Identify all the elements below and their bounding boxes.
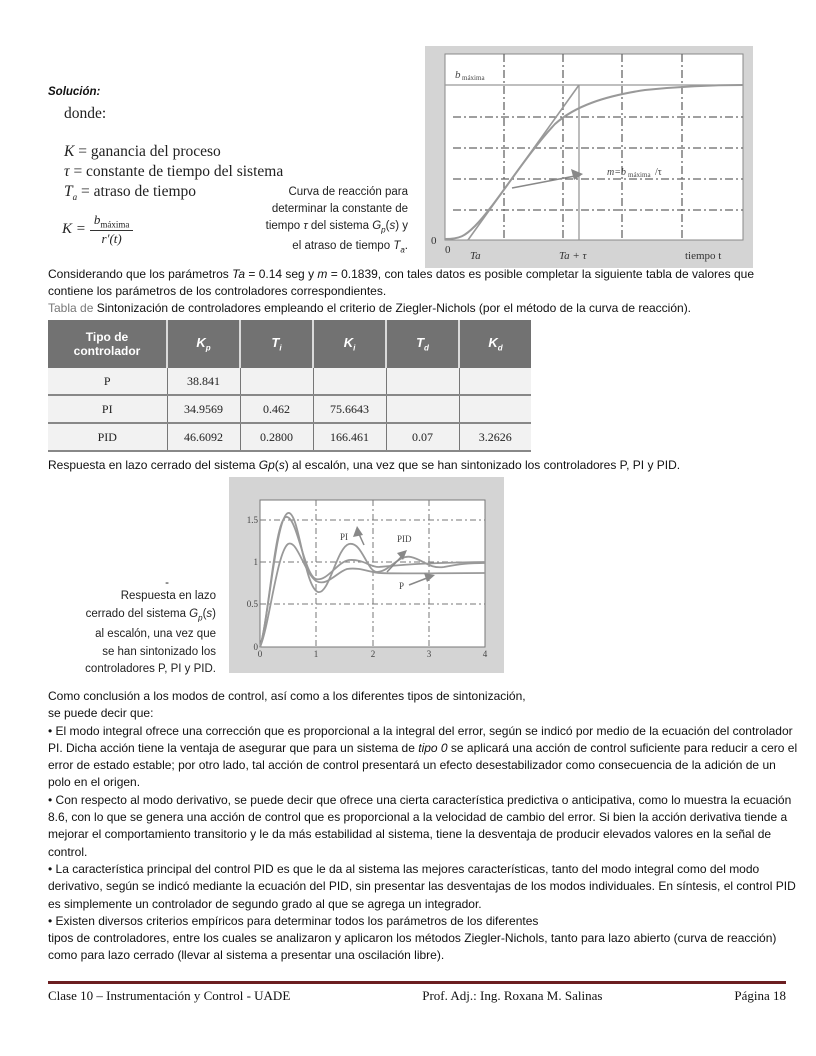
figure2-caption: - Respuesta en lazo cerrado del sistema $G_p(s)$ al escalón, una vez que se han sintonizado los controladores P, PI y PID. <box>85 577 216 676</box>
gain-formula: K = $\frac{b_{máxima}}{r'(t)}$ <box>62 212 133 247</box>
svg-text:PID: PID <box>397 534 412 544</box>
bullet-criteria-line2: tipos de controladores, entre los cuales se analizaron y aplicaron los métodos Ziegler-Nichols, tanto para lazo abierto (curva de reacción) como para lazo cerrado (llevar al sistema a presentar una oscilación libre). <box>48 931 777 963</box>
svg-text:1.5: 1.5 <box>246 515 258 525</box>
header-tipo: Tipo de controlador <box>48 320 167 368</box>
header-ki: $K_i$ <box>313 320 386 368</box>
step-response-figure <box>229 477 504 673</box>
page-footer <box>48 988 786 1004</box>
table-row: PI 34.9569 0.462 75.6643 <box>48 395 531 423</box>
svg-text:PI: PI <box>340 532 349 542</box>
definition-k: K = ganancia del proceso <box>64 143 221 160</box>
bullet-derivative: • Con respecto al modo derivativo, se puede decir que ofrece una cierta característica predictiva o anticipativa, como lo muestra la ecuación 8.6, con lo que se genera una acción de control que es proporcional a la velocidad de cambio del error. Si bien la acción derivativa tiende a mejorar el comportamiento transitorio y le da más estabilidad al sistema, tiene la desventaja de producir elevados valores en la señal de control. <box>48 792 792 859</box>
svg-text:b: b <box>455 69 461 81</box>
reaction-curve-chart <box>425 46 753 268</box>
table-header-row <box>48 320 531 368</box>
conclusion-intro-1: Como conclusión a los modos de control, así como a los diferentes tipos de sintonización, <box>48 689 526 703</box>
footer-rule <box>48 981 786 984</box>
conclusions-section <box>48 688 798 965</box>
footer-professor: Prof. Adj.: Ing. Roxana M. Salinas <box>422 988 603 1003</box>
bullet-pid: • La característica principal del control PID es que le da al sistema las mejores características, tanto del modo integral como del modo derivativo, según se indicó mediante la ecuación del PID, sin presentar las desventajas de los modos individuales. En síntesis, el control PID es simplemente un controlador de segundo grado al que se agrega un integrador. <box>48 861 796 911</box>
svg-text:2: 2 <box>370 649 376 659</box>
header-ti: $T_i$ <box>240 320 313 368</box>
svg-text:tiempo t: tiempo t <box>685 250 722 262</box>
header-kd: $K_d$ <box>459 320 531 368</box>
svg-text:Ta + τ: Ta + τ <box>559 250 587 262</box>
svg-text:Ta: Ta <box>470 250 481 262</box>
header-kp: $K_p$ <box>167 320 240 368</box>
header-td: $T_d$ <box>386 320 459 368</box>
footer-page-number: Página 18 <box>734 988 786 1003</box>
bullet-criteria-line1: • Existen diversos criterios empíricos para determinar todos los parámetros de los diferentes <box>48 913 539 928</box>
step-response-chart <box>229 477 504 673</box>
table-row: P 38.841 <box>48 368 531 395</box>
svg-text:m=b: m=b <box>607 167 626 178</box>
table-caption: Tabla de Sintonización de controladores empleando el criterio de Ziegler-Nichols (por el método de la curva de reacción). <box>48 301 692 315</box>
conclusion-intro-2: se puede decir que: <box>48 706 154 721</box>
footer-course: Clase 10 – Instrumentación y Control - UADE <box>48 988 291 1003</box>
definition-tau: τ = constante de tiempo del sistema <box>64 163 284 180</box>
svg-text:0: 0 <box>445 244 451 256</box>
definitions-intro: donde: <box>64 105 107 122</box>
response-sentence: Respuesta en lazo cerrado del sistema Gp(s) al escalón, una vez que se han sintonizado los controladores P, PI y PID. <box>48 458 681 472</box>
svg-text:máxima: máxima <box>462 74 485 82</box>
ziegler-nichols-table <box>48 320 531 452</box>
solution-heading: Solución: <box>48 86 101 98</box>
svg-text:0: 0 <box>257 649 263 659</box>
svg-text:0.5: 0.5 <box>246 599 258 609</box>
svg-text:0: 0 <box>431 235 437 247</box>
parameters-paragraph: Considerando que los parámetros Ta = 0.14 seg y m = 0.1839, con tales datos es posible completar la siguiente tabla de valores que contiene los parámetros de los controladores correspondientes. <box>48 267 755 298</box>
bullet-integral: • El modo integral ofrece una corrección que es proporcional a la integral del error, según se indicó por medio de la ecuación del controlador PI. Dicha acción tiene la ventaja de asegurar que para un sistema de tipo 0 se aplicará una acción de control suficiente para reducir a cero el error de estado estable; por otro lado, tal acción de control presentará un efecto desestabilizador como consecuencia de la adición de un polo en el origen. <box>48 723 798 790</box>
svg-text:0: 0 <box>253 642 258 652</box>
svg-text:4: 4 <box>482 649 488 659</box>
svg-text:P: P <box>399 581 405 591</box>
table-row: PID 46.6092 0.2800 166.461 0.07 3.2626 <box>48 423 531 451</box>
reaction-curve-figure <box>425 46 753 268</box>
svg-text:1: 1 <box>253 557 258 567</box>
svg-text:1: 1 <box>313 649 319 659</box>
svg-text:máxima: máxima <box>628 171 651 179</box>
figure1-caption: Curva de reacción para determinar la constante de tiempo τ del sistema $G_p(s)$ y el atraso de tiempo $T_a$. <box>265 186 408 255</box>
definition-ta: $T_a$ = atraso de tiempo <box>64 183 197 203</box>
svg-text:/τ: /τ <box>655 167 662 178</box>
svg-text:3: 3 <box>426 649 432 659</box>
